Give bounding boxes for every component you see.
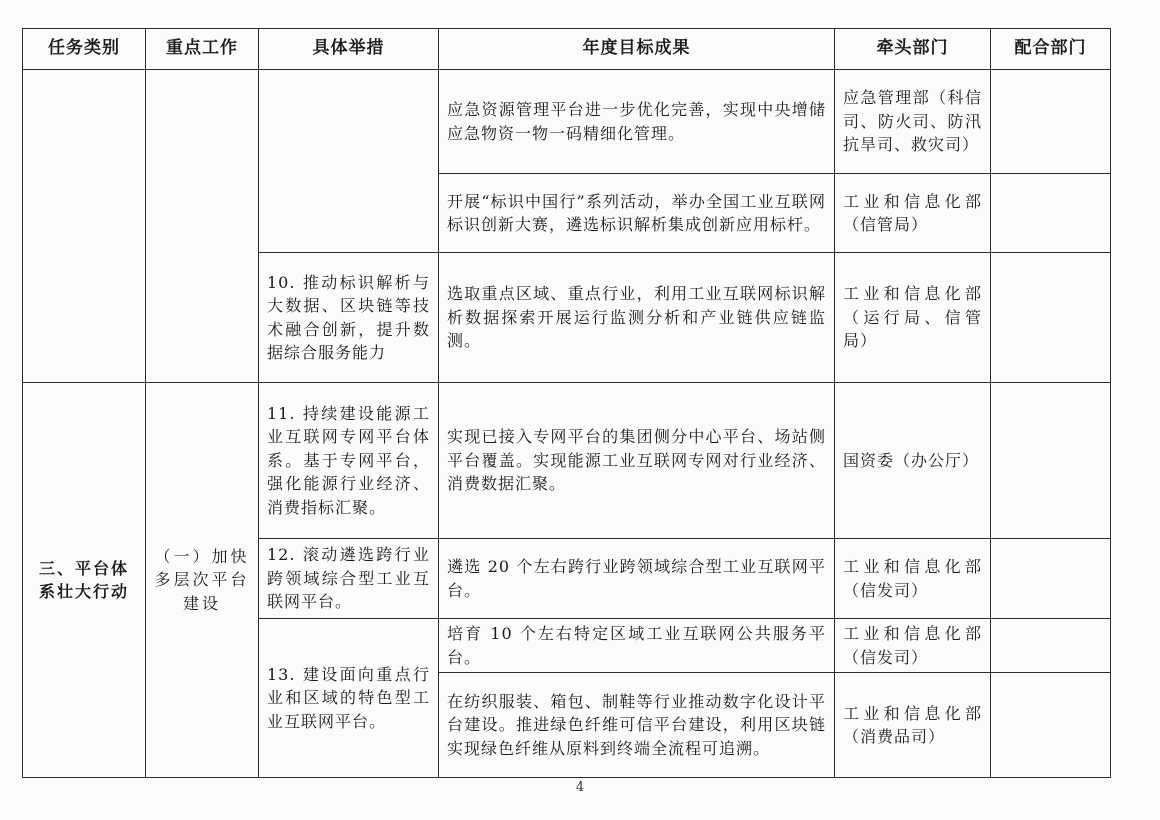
header-measure: 具体举措 (259, 29, 439, 70)
table-row (23, 383, 1111, 539)
coop-dept-cell (991, 174, 1111, 253)
goal-cell: 在纺织服装、箱包、制鞋等行业推动数字化设计平台建设。推进绿色纤维可信平台建设，利用区块链实现绿色纤维从原料到终端全流程可追溯。 (439, 673, 835, 778)
lead-dept-cell: 应急管理部（科信司、防火司、防汛抗旱司、救灾司） (835, 70, 991, 174)
header-lead-dept: 牵头部门 (835, 29, 991, 70)
lead-dept-cell: 工业和信息化部（信发司） (835, 539, 991, 619)
goal-cell: 应急资源管理平台进一步优化完善，实现中央增储应急物资一物一码精细化管理。 (439, 70, 835, 174)
category-cell-empty (23, 70, 146, 383)
header-key-work: 重点工作 (146, 29, 259, 70)
goal-cell: 培育 10 个左右特定区域工业互联网公共服务平台。 (439, 619, 835, 673)
coop-dept-cell (991, 383, 1111, 539)
lead-dept-cell: 工业和信息化部（信管局） (835, 174, 991, 253)
goal-cell: 选取重点区域、重点行业，利用工业互联网标识解析数据探索开展运行监测分析和产业链供应链监测。 (439, 253, 835, 383)
work-cell-empty (146, 70, 259, 383)
table-row (23, 70, 1111, 174)
measure-cell: 11. 持续建设能源工业互联网专网平台体系。基于专网平台，强化能源行业经济、消费指标汇聚。 (259, 383, 439, 539)
lead-dept-cell: 工业和信息化部（运行局、信管局） (835, 253, 991, 383)
coop-dept-cell (991, 673, 1111, 778)
header-row (23, 29, 1111, 70)
measure-cell-empty (259, 70, 439, 253)
coop-dept-cell (991, 253, 1111, 383)
coop-dept-cell (991, 70, 1111, 174)
page-number: 4 (575, 780, 585, 795)
coop-dept-cell (991, 619, 1111, 673)
coop-dept-cell (991, 539, 1111, 619)
header-coop-dept: 配合部门 (991, 29, 1111, 70)
goal-cell: 遴选 20 个左右跨行业跨领域综合型工业互联网平台。 (439, 539, 835, 619)
lead-dept-cell: 工业和信息化部（消费品司） (835, 673, 991, 778)
goal-cell: 实现已接入专网平台的集团侧分中心平台、场站侧平台覆盖。实现能源工业互联网专网对行业经济、消费数据汇聚。 (439, 383, 835, 539)
category-cell: 三、平台体系壮大行动 (23, 383, 146, 778)
measure-cell: 12. 滚动遴选跨行业跨领域综合型工业互联网平台。 (259, 539, 439, 619)
measure-cell: 10. 推动标识解析与大数据、区块链等技术融合创新，提升数据综合服务能力 (259, 253, 439, 383)
lead-dept-cell: 工业和信息化部（信发司） (835, 619, 991, 673)
key-work-cell: （一）加快多层次平台建设 (146, 383, 259, 778)
header-annual-goal: 年度目标成果 (439, 29, 835, 70)
lead-dept-cell: 国资委（办公厅） (835, 383, 991, 539)
measure-cell: 13. 建设面向重点行业和区域的特色型工业互联网平台。 (259, 619, 439, 778)
goal-cell: 开展“标识中国行”系列活动，举办全国工业互联网标识创新大赛，遴选标识解析集成创新应用标杆。 (439, 174, 835, 253)
header-category: 任务类别 (23, 29, 146, 70)
task-table (22, 28, 1111, 778)
